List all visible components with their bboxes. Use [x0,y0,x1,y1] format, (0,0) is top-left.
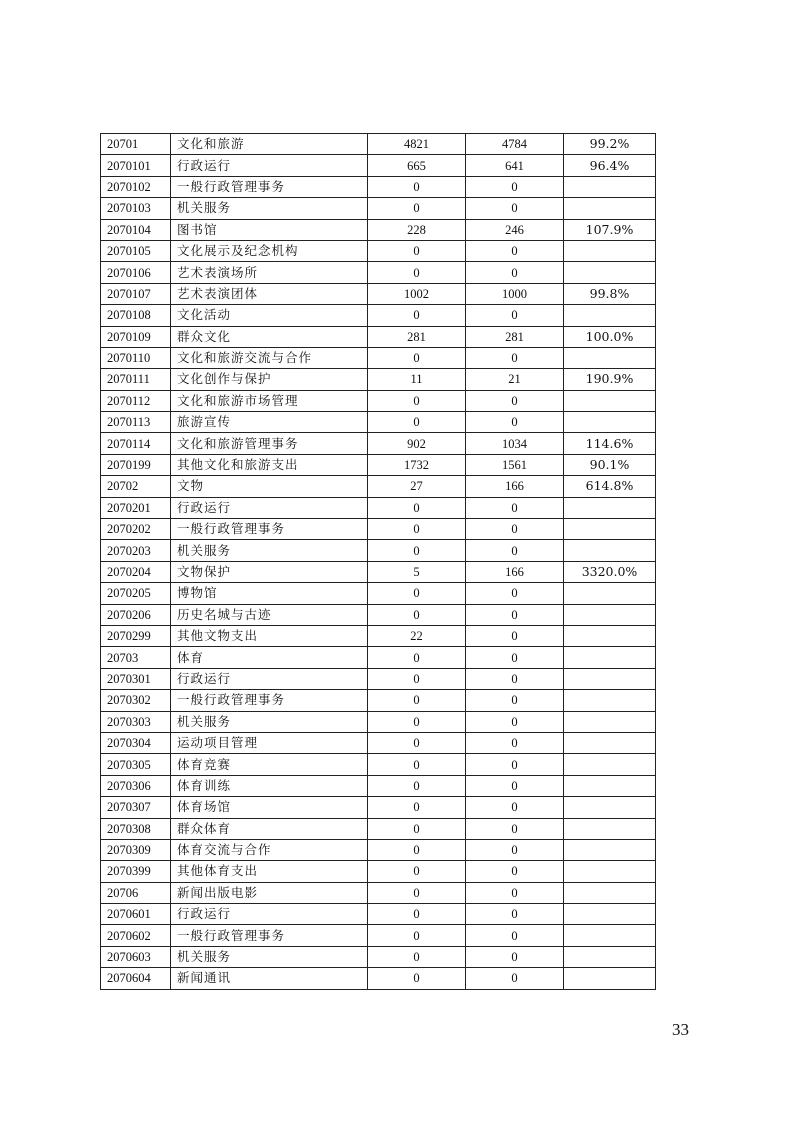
value-2-cell: 166 [466,476,564,497]
item-name-cell: 新闻通讯 [171,968,368,989]
value-2-cell: 0 [466,861,564,882]
item-code-cell: 2070107 [101,283,171,304]
percent-cell [564,818,656,839]
item-name-cell: 机关服务 [171,540,368,561]
item-name-cell: 体育训练 [171,775,368,796]
value-2-cell: 281 [466,326,564,347]
percent-cell [564,262,656,283]
value-2-cell: 0 [466,775,564,796]
table-row [101,347,656,368]
item-code-cell: 2070204 [101,561,171,582]
value-1-cell: 0 [368,946,466,967]
table-row [101,668,656,689]
value-2-cell: 0 [466,519,564,540]
table-row [101,176,656,197]
value-2-cell: 0 [466,818,564,839]
item-name-cell: 行政运行 [171,668,368,689]
item-name-cell: 一般行政管理事务 [171,176,368,197]
value-1-cell: 902 [368,433,466,454]
value-2-cell: 1561 [466,454,564,475]
item-name-cell: 文化和旅游交流与合作 [171,347,368,368]
value-2-cell: 0 [466,647,564,668]
item-name-cell: 文化和旅游管理事务 [171,433,368,454]
table-row [101,134,656,155]
percent-cell [564,797,656,818]
item-code-cell: 2070309 [101,839,171,860]
table-row [101,882,656,903]
value-1-cell: 0 [368,519,466,540]
value-2-cell: 0 [466,347,564,368]
table-row [101,604,656,625]
percent-cell [564,540,656,561]
item-code-cell: 2070113 [101,412,171,433]
value-1-cell: 0 [368,347,466,368]
value-2-cell: 0 [466,839,564,860]
table-row [101,797,656,818]
value-1-cell: 1732 [368,454,466,475]
value-2-cell: 0 [466,925,564,946]
item-code-cell: 20703 [101,647,171,668]
percent-cell [564,861,656,882]
table-row [101,946,656,967]
value-1-cell: 0 [368,797,466,818]
table-row [101,412,656,433]
value-2-cell: 0 [466,797,564,818]
item-name-cell: 图书馆 [171,219,368,240]
value-1-cell: 0 [368,647,466,668]
value-1-cell: 281 [368,326,466,347]
percent-cell [564,904,656,925]
item-code-cell: 2070201 [101,497,171,518]
value-1-cell: 0 [368,711,466,732]
item-name-cell: 行政运行 [171,497,368,518]
value-1-cell: 0 [368,390,466,411]
value-2-cell: 0 [466,390,564,411]
item-code-cell: 2070301 [101,668,171,689]
item-code-cell: 2070603 [101,946,171,967]
value-2-cell: 641 [466,155,564,176]
value-1-cell: 0 [368,861,466,882]
item-name-cell: 一般行政管理事务 [171,690,368,711]
value-1-cell: 0 [368,262,466,283]
value-1-cell: 4821 [368,134,466,155]
percent-cell: 114.6% [564,433,656,454]
percent-cell [564,583,656,604]
item-code-cell: 2070308 [101,818,171,839]
value-2-cell: 0 [466,882,564,903]
table-row [101,262,656,283]
value-1-cell: 0 [368,583,466,604]
value-2-cell: 0 [466,583,564,604]
percent-cell [564,839,656,860]
item-name-cell: 博物馆 [171,583,368,604]
item-code-cell: 2070307 [101,797,171,818]
percent-cell: 614.8% [564,476,656,497]
value-1-cell: 0 [368,882,466,903]
item-name-cell: 文化活动 [171,305,368,326]
item-name-cell: 文物保护 [171,561,368,582]
item-name-cell: 其他文化和旅游支出 [171,454,368,475]
percent-cell [564,390,656,411]
item-code-cell: 2070110 [101,347,171,368]
item-name-cell: 历史名城与古迹 [171,604,368,625]
item-name-cell: 群众体育 [171,818,368,839]
item-name-cell: 机关服务 [171,711,368,732]
item-name-cell: 群众文化 [171,326,368,347]
value-1-cell: 0 [368,176,466,197]
table-row [101,283,656,304]
percent-cell [564,305,656,326]
item-name-cell: 一般行政管理事务 [171,519,368,540]
value-2-cell: 246 [466,219,564,240]
item-code-cell: 2070399 [101,861,171,882]
item-name-cell: 机关服务 [171,198,368,219]
percent-cell [564,625,656,646]
value-2-cell: 0 [466,497,564,518]
item-code-cell: 2070299 [101,625,171,646]
value-2-cell: 4784 [466,134,564,155]
value-1-cell: 228 [368,219,466,240]
item-code-cell: 2070103 [101,198,171,219]
table-row [101,540,656,561]
value-2-cell: 0 [466,732,564,753]
value-2-cell: 0 [466,412,564,433]
item-code-cell: 2070304 [101,732,171,753]
value-2-cell: 0 [466,240,564,261]
item-code-cell: 2070104 [101,219,171,240]
table-row [101,369,656,390]
value-1-cell: 0 [368,818,466,839]
value-2-cell: 21 [466,369,564,390]
percent-cell [564,668,656,689]
item-code-cell: 2070106 [101,262,171,283]
value-2-cell: 166 [466,561,564,582]
value-2-cell: 0 [466,540,564,561]
percent-cell [564,176,656,197]
value-1-cell: 0 [368,732,466,753]
value-1-cell: 0 [368,305,466,326]
value-2-cell: 0 [466,604,564,625]
item-name-cell: 机关服务 [171,946,368,967]
percent-cell: 100.0% [564,326,656,347]
table-row [101,711,656,732]
value-2-cell: 0 [466,668,564,689]
value-1-cell: 0 [368,775,466,796]
value-2-cell: 1000 [466,283,564,304]
percent-cell [564,519,656,540]
item-code-cell: 2070205 [101,583,171,604]
percent-cell: 107.9% [564,219,656,240]
item-name-cell: 体育交流与合作 [171,839,368,860]
item-name-cell: 体育竞赛 [171,754,368,775]
table-row [101,198,656,219]
table-row [101,326,656,347]
percent-cell: 3320.0% [564,561,656,582]
table-row [101,754,656,775]
budget-table [100,133,656,990]
percent-cell [564,946,656,967]
percent-cell [564,198,656,219]
value-1-cell: 0 [368,198,466,219]
percent-cell [564,497,656,518]
value-2-cell: 1034 [466,433,564,454]
item-code-cell: 20701 [101,134,171,155]
value-2-cell: 0 [466,690,564,711]
item-code-cell: 2070602 [101,925,171,946]
percent-cell: 96.4% [564,155,656,176]
table-row [101,219,656,240]
value-1-cell: 0 [368,968,466,989]
value-1-cell: 0 [368,839,466,860]
page-number: 33 [672,1020,689,1039]
item-name-cell: 文化和旅游市场管理 [171,390,368,411]
value-2-cell: 0 [466,968,564,989]
table-row [101,433,656,454]
item-name-cell: 文化展示及纪念机构 [171,240,368,261]
percent-cell [564,240,656,261]
item-code-cell: 2070102 [101,176,171,197]
value-1-cell: 0 [368,754,466,775]
percent-cell [564,968,656,989]
item-code-cell: 2070601 [101,904,171,925]
item-name-cell: 旅游宣传 [171,412,368,433]
percent-cell [564,925,656,946]
value-2-cell: 0 [466,754,564,775]
table-row [101,497,656,518]
item-code-cell: 2070202 [101,519,171,540]
table-row [101,904,656,925]
percent-cell [564,647,656,668]
table-row [101,519,656,540]
item-code-cell: 2070109 [101,326,171,347]
item-code-cell: 2070101 [101,155,171,176]
table-row [101,647,656,668]
percent-cell [564,412,656,433]
item-code-cell: 2070306 [101,775,171,796]
value-2-cell: 0 [466,946,564,967]
percent-cell: 99.2% [564,134,656,155]
value-2-cell: 0 [466,262,564,283]
table-row [101,240,656,261]
value-1-cell: 27 [368,476,466,497]
table-row [101,818,656,839]
value-1-cell: 1002 [368,283,466,304]
value-1-cell: 0 [368,604,466,625]
item-name-cell: 文物 [171,476,368,497]
table-row [101,155,656,176]
value-2-cell: 0 [466,625,564,646]
percent-cell: 90.1% [564,454,656,475]
item-code-cell: 2070199 [101,454,171,475]
item-code-cell: 20702 [101,476,171,497]
table-row [101,454,656,475]
percent-cell [564,347,656,368]
item-code-cell: 2070108 [101,305,171,326]
item-code-cell: 2070305 [101,754,171,775]
value-1-cell: 0 [368,690,466,711]
value-1-cell: 0 [368,925,466,946]
value-1-cell: 11 [368,369,466,390]
item-code-cell: 2070303 [101,711,171,732]
item-name-cell: 新闻出版电影 [171,882,368,903]
item-name-cell: 文化和旅游 [171,134,368,155]
item-name-cell: 运动项目管理 [171,732,368,753]
table-row [101,925,656,946]
item-code-cell: 20706 [101,882,171,903]
table-row [101,561,656,582]
item-code-cell: 2070604 [101,968,171,989]
percent-cell: 190.9% [564,369,656,390]
item-code-cell: 2070302 [101,690,171,711]
table-row [101,839,656,860]
value-1-cell: 0 [368,240,466,261]
value-1-cell: 0 [368,412,466,433]
value-2-cell: 0 [466,305,564,326]
table-row [101,625,656,646]
value-1-cell: 0 [368,904,466,925]
item-name-cell: 艺术表演场所 [171,262,368,283]
item-name-cell: 行政运行 [171,904,368,925]
item-code-cell: 2070203 [101,540,171,561]
table-row [101,775,656,796]
item-code-cell: 2070111 [101,369,171,390]
item-name-cell: 行政运行 [171,155,368,176]
value-2-cell: 0 [466,904,564,925]
item-name-cell: 其他文物支出 [171,625,368,646]
value-1-cell: 5 [368,561,466,582]
table-row [101,968,656,989]
table-row [101,861,656,882]
percent-cell [564,775,656,796]
item-name-cell: 体育 [171,647,368,668]
value-2-cell: 0 [466,198,564,219]
value-1-cell: 0 [368,497,466,518]
item-name-cell: 文化创作与保护 [171,369,368,390]
table-body [101,134,656,990]
value-1-cell: 665 [368,155,466,176]
item-name-cell: 体育场馆 [171,797,368,818]
table-row [101,690,656,711]
table-row [101,476,656,497]
table-row [101,732,656,753]
item-name-cell: 艺术表演团体 [171,283,368,304]
item-code-cell: 2070105 [101,240,171,261]
percent-cell [564,711,656,732]
percent-cell [564,754,656,775]
value-2-cell: 0 [466,176,564,197]
percent-cell [564,882,656,903]
value-2-cell: 0 [466,711,564,732]
item-code-cell: 2070206 [101,604,171,625]
item-name-cell: 其他体育支出 [171,861,368,882]
percent-cell [564,690,656,711]
table-row [101,583,656,604]
percent-cell [564,604,656,625]
percent-cell: 99.8% [564,283,656,304]
percent-cell [564,732,656,753]
item-code-cell: 2070112 [101,390,171,411]
table-row [101,390,656,411]
value-1-cell: 0 [368,540,466,561]
item-code-cell: 2070114 [101,433,171,454]
value-1-cell: 22 [368,625,466,646]
table-row [101,305,656,326]
value-1-cell: 0 [368,668,466,689]
item-name-cell: 一般行政管理事务 [171,925,368,946]
